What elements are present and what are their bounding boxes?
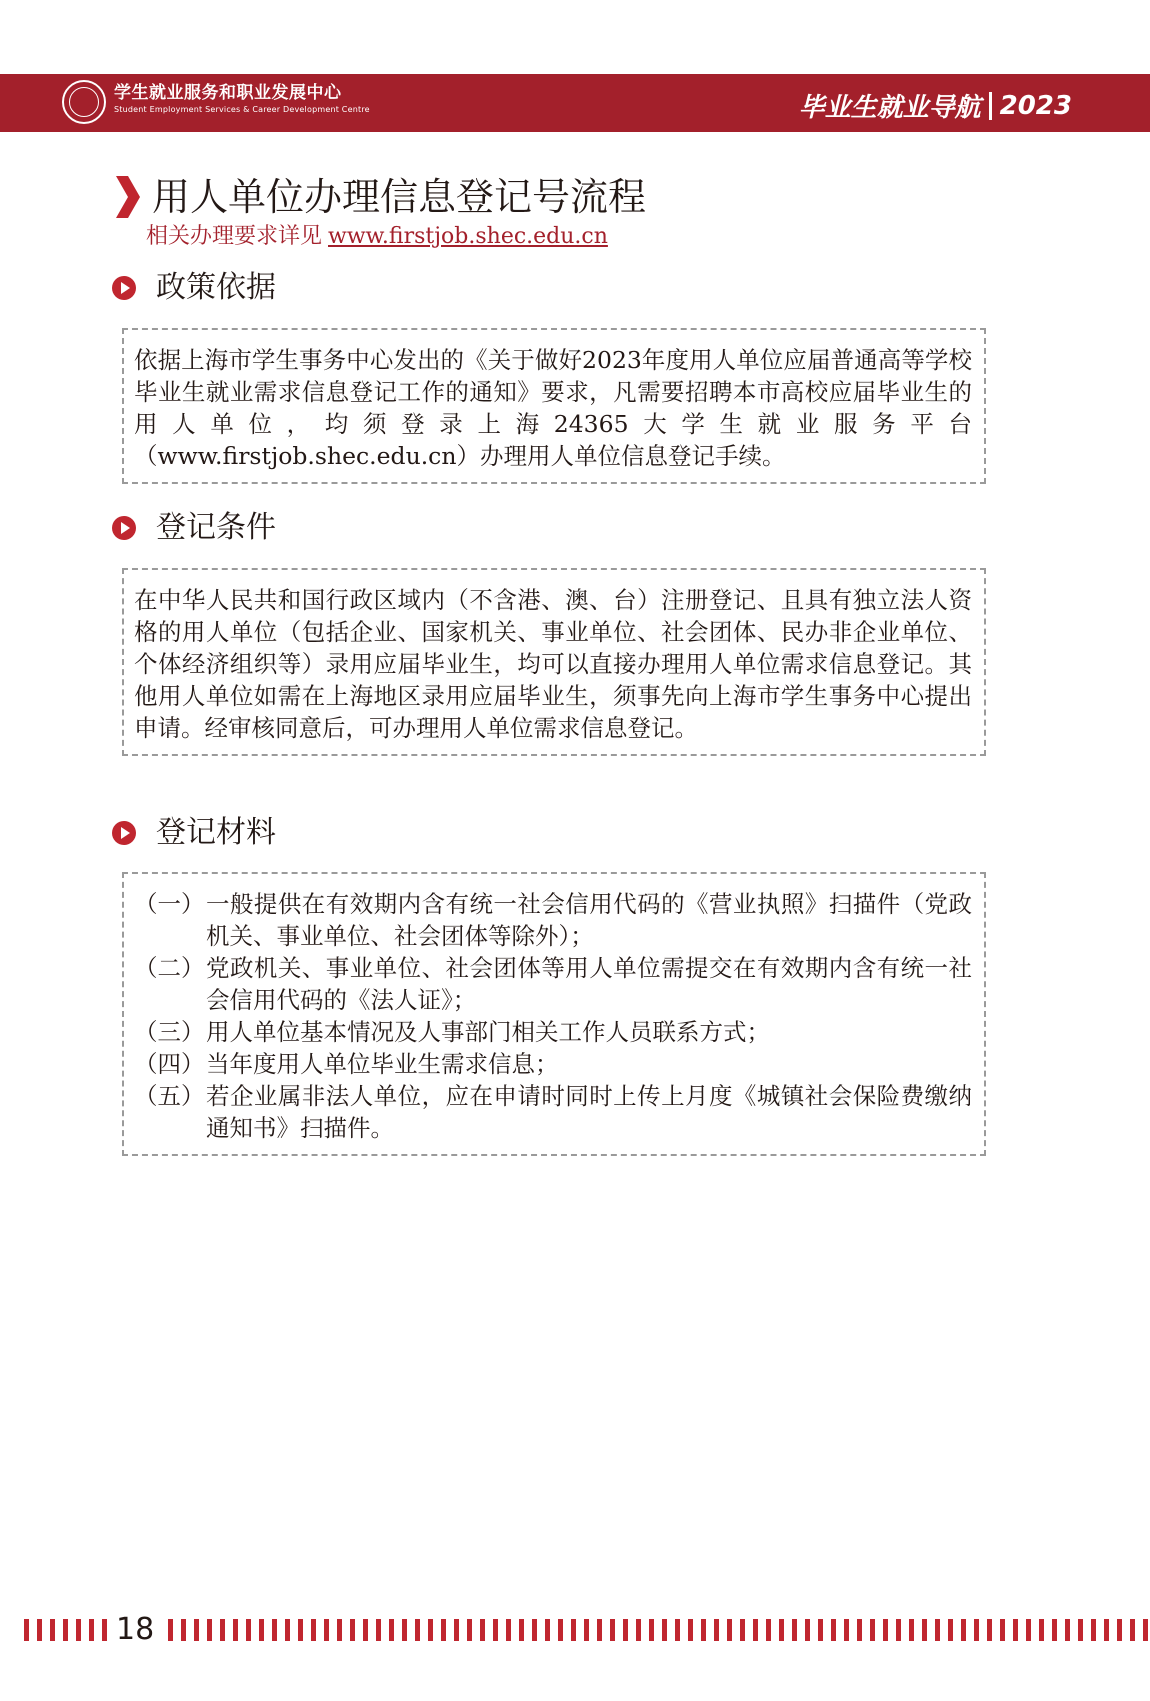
subtitle-prefix: 相关办理要求详见 xyxy=(146,224,323,249)
page-number: 18 xyxy=(116,1612,155,1647)
conditions-box xyxy=(122,568,986,756)
list-item xyxy=(134,952,972,1016)
page-title-row xyxy=(112,174,646,220)
section-heading-materials xyxy=(112,813,276,853)
list-item xyxy=(134,1048,972,1080)
play-bullet-icon xyxy=(112,516,136,540)
list-item-text: 若企业属非法人单位，应在申请时同时上传上月度《城镇社会保险费缴纳通知书》扫描件。 xyxy=(206,1082,972,1142)
title-separator xyxy=(989,92,992,120)
chevron-right-icon xyxy=(112,174,142,220)
policy-box xyxy=(122,328,986,484)
list-item-number: （二） xyxy=(134,954,205,982)
guide-title: 毕业生就业导航 xyxy=(798,93,981,123)
org-logo-text xyxy=(114,82,370,116)
list-item-text: 一般提供在有效期内含有统一社会信用代码的《营业执照》扫描件（党政机关、事业单位、社会团体等除外）； xyxy=(206,890,972,950)
materials-box xyxy=(122,872,986,1156)
list-item-number: （四） xyxy=(134,1050,205,1078)
list-item-number: （三） xyxy=(134,1018,205,1046)
section-heading-policy xyxy=(112,268,276,308)
footer-tick-decoration xyxy=(24,1619,110,1641)
org-name-cn: 学生就业服务和职业发展中心 xyxy=(114,83,342,103)
play-bullet-icon xyxy=(112,821,136,845)
list-item xyxy=(134,1016,972,1048)
guide-year: 2023 xyxy=(999,90,1072,121)
list-item-text: 用人单位基本情况及人事部门相关工作人员联系方式； xyxy=(206,1018,770,1046)
list-item xyxy=(134,1080,972,1144)
section-title: 登记材料 xyxy=(156,815,276,850)
page-subtitle xyxy=(146,222,608,252)
guide-title-block xyxy=(799,87,1072,124)
subtitle-link[interactable]: www.firstjob.shec.edu.cn xyxy=(328,224,608,249)
materials-list xyxy=(134,888,972,1144)
org-name-en: Student Employment Services & Career Development Centre xyxy=(114,105,370,114)
play-bullet-icon xyxy=(112,276,136,300)
conditions-paragraph: 在中华人民共和国行政区域内（不含港、澳、台）注册登记、且具有独立法人资格的用人单位（包括企业、国家机关、事业单位、社会团体、民办非企业单位、个体经济组织等）录用应届毕业生，均可以直接办理用人单位需求信息登记。其他用人单位如需在上海地区录用应届毕业生，须事先向上海市学生事务中心提出申请。经审核同意后，可办理用人单位需求信息登记。 xyxy=(134,586,972,742)
page-title: 用人单位办理信息登记号流程 xyxy=(152,175,647,219)
list-item-number: （五） xyxy=(134,1082,205,1110)
list-item-text: 党政机关、事业单位、社会团体等用人单位需提交在有效期内含有统一社会信用代码的《法人证》； xyxy=(206,954,972,1014)
list-item-text: 当年度用人单位毕业生需求信息； xyxy=(206,1050,559,1078)
page-footer xyxy=(24,1610,1150,1650)
section-heading-conditions xyxy=(112,508,276,548)
university-seal-icon xyxy=(62,80,106,124)
header-bar xyxy=(0,74,1150,132)
list-item-number: （一） xyxy=(134,890,205,918)
list-item xyxy=(134,888,972,952)
footer-tick-decoration xyxy=(168,1619,1150,1641)
section-title: 政策依据 xyxy=(156,270,276,305)
section-title: 登记条件 xyxy=(156,510,276,545)
policy-paragraph: 依据上海市学生事务中心发出的《关于做好2023年度用人单位应届普通高等学校毕业生就业需求信息登记工作的通知》要求，凡需要招聘本市高校应届毕业生的用人单位，均须登录上海24365大学生就业服务平台（www.firstjob.shec.edu.cn）办理用人单位信息登记手续。 xyxy=(134,346,972,470)
